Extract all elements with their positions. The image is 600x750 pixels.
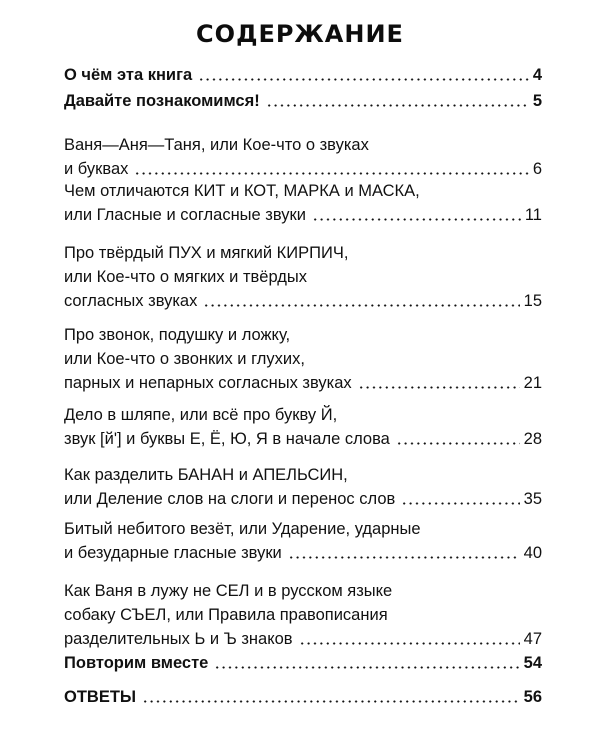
toc-entry-title: или Деление слов на слоги и перенос слов (64, 490, 396, 508)
toc-entry-line (64, 134, 542, 156)
toc-entry-line (64, 158, 542, 180)
toc-entry-title: Как разделить БАНАН и АПЕЛЬСИН, (64, 466, 348, 484)
toc-page-number: 15 (523, 292, 542, 310)
toc-page-number: 5 (532, 92, 542, 110)
toc-entry-title: звук [й'] и буквы Е, Ё, Ю, Я в начале слова (64, 430, 390, 448)
toc-entry-line (64, 90, 542, 112)
toc-page-number: 28 (523, 430, 542, 448)
dot-leader (299, 631, 520, 645)
toc-entry-line (64, 290, 542, 312)
toc-entry-title: собаку СЪЕЛ, или Правила правописания (64, 606, 388, 624)
toc-entry-line (64, 518, 542, 540)
toc-entry-line (64, 488, 542, 510)
toc-entry-title: Как Ваня в лужу не СЕЛ и в русском языке (64, 582, 393, 600)
toc-entry-line (64, 542, 542, 564)
toc-entry-title: Давайте познакомимся! (64, 92, 260, 110)
toc-entry-line (64, 580, 542, 602)
toc-entry-title: согласных звуках (64, 292, 198, 310)
toc-page-number: 47 (523, 630, 542, 648)
toc-page-number: 35 (523, 490, 542, 508)
toc-entry-line (64, 686, 542, 708)
toc-page-number: 11 (524, 206, 542, 224)
toc-entry-line (64, 404, 542, 426)
dot-leader (134, 161, 528, 175)
toc-page-number: 40 (523, 544, 542, 562)
page-edge-mark (580, 706, 584, 724)
toc-entry-line (64, 372, 542, 394)
dot-leader (214, 655, 519, 669)
toc-entry-title: Про звонок, подушку и ложку, (64, 326, 291, 344)
toc-entry-title: Дело в шляпе, или всё про букву Й, (64, 406, 338, 424)
toc-entry-line (64, 242, 542, 264)
toc-entry-title: ОТВЕТЫ (64, 688, 137, 706)
dot-leader (142, 689, 520, 703)
toc-entry-title: Про твёрдый ПУХ и мягкий КИРПИЧ, (64, 244, 349, 262)
toc-page-number: 54 (523, 654, 542, 672)
dot-leader (288, 545, 520, 559)
toc-entry-title: Битый небитого везёт, или Ударение, ударные (64, 520, 421, 538)
toc-page-number: 56 (523, 688, 542, 706)
dot-leader (358, 375, 520, 389)
toc-entry-title: Повторим вместе (64, 654, 209, 672)
toc-entry-line (64, 604, 542, 626)
dot-leader (401, 491, 519, 505)
toc-entry-title: и безударные гласные звуки (64, 544, 282, 562)
toc-entry-title: или Кое-что о мягких и твёрдых (64, 268, 307, 286)
dot-leader (312, 207, 521, 221)
toc-entry-line (64, 652, 542, 674)
toc-entry-line (64, 204, 542, 226)
dot-leader (396, 431, 520, 445)
toc-entry-line (64, 628, 542, 650)
toc-entry-line (64, 180, 542, 202)
toc-entry-title: или Кое-что о звонких и глухих, (64, 350, 305, 368)
page-title: СОДЕРЖАНИЕ (196, 20, 404, 48)
toc-entry-line (64, 266, 542, 288)
toc-entry-line (64, 324, 542, 346)
dot-leader (198, 67, 529, 81)
toc-entry-title: или Гласные и согласные звуки (64, 206, 306, 224)
toc-entry-title: О чём эта книга (64, 66, 193, 84)
toc-entry-line (64, 64, 542, 86)
toc-entry-title: разделительных Ь и Ъ знаков (64, 630, 293, 648)
dot-leader (203, 293, 519, 307)
toc-entry-title: Чем отличаются КИТ и КОТ, МАРКА и МАСКА, (64, 182, 420, 200)
toc-entry-line (64, 428, 542, 450)
toc-entry-title: парных и непарных согласных звуках (64, 374, 352, 392)
toc-page-number: 4 (532, 66, 542, 84)
toc-entry-line (64, 464, 542, 486)
toc-entry-title: Ваня—Аня—Таня, или Кое-что о звуках (64, 136, 369, 154)
toc-page-number: 21 (523, 374, 542, 392)
dot-leader (266, 93, 529, 107)
toc-entry-title: и буквах (64, 160, 129, 178)
toc-entry-line (64, 348, 542, 370)
toc-page-number: 6 (532, 160, 542, 178)
